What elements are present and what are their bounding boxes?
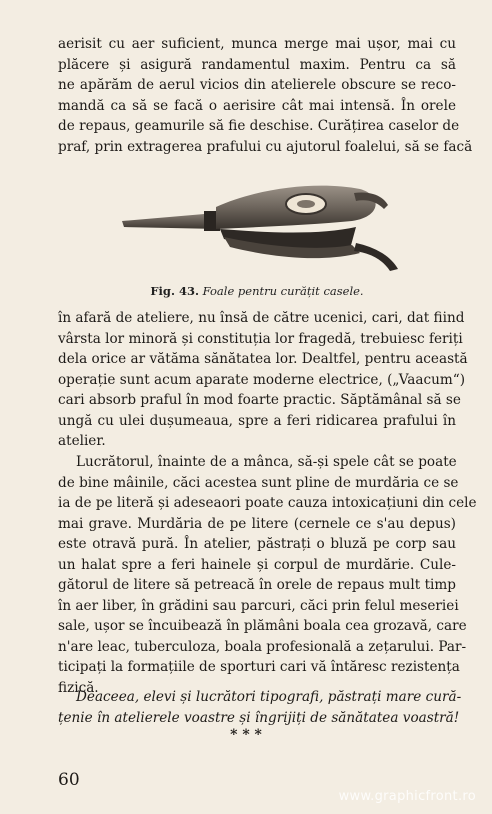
text-line: mandă ca să se facă o aerisire cât mai intensă. În orele	[58, 97, 456, 114]
text-line: de repaus, geamurile să fie deschise. Curățirea caselor de	[58, 118, 460, 134]
text-line: un halat spre a feri hainele și corpul de murdărie. Cule-	[58, 556, 456, 573]
text-line: ticipați la formațiile de sporturi cari vă întăresc rezistența	[58, 659, 460, 675]
text-line: praf, prin extragerea prafului cu ajutorul foalelui, să se facă	[58, 138, 473, 155]
text-line: în aer liber, în grădini sau parcuri, căci prin felul meseriei	[58, 597, 459, 614]
text-line: fizică.	[58, 679, 99, 696]
text-line: cari absorb praful în mod foarte practic. Săptămânal să se	[58, 392, 461, 408]
text-line: vârsta lor minoră și constituția lor fragedă, trebuiesc feriți	[58, 330, 463, 347]
text-line: n'are leac, tuberculoza, boala profesională a zețarului. Par-	[58, 638, 467, 655]
text-line: Deaceea, elevi și lucrători tipografi, păstrați mare cură-	[76, 689, 462, 705]
bellows-icon	[120, 177, 402, 273]
text-line: plăcere și asigură randamentul maxim. Pentru ca să	[58, 56, 456, 73]
paragraph-dust	[58, 308, 468, 452]
figure-number: Fig. 43.	[150, 284, 199, 298]
text-line: ia de pe literă și adeseaori poate cauza intoxicațiuni din cele	[58, 495, 477, 511]
text-line: gătorul de litere să petreacă în orele de repaus mult timp	[58, 577, 456, 593]
page-number: 60	[58, 770, 80, 790]
bellows-illustration	[120, 177, 402, 273]
text-line: este otravă pură. În atelier, păstrați o bluză pe corp sau	[58, 536, 456, 552]
asterism-divider: * * *	[230, 727, 262, 743]
text-line: ne apărăm de aerul vicios din atelierele obscure se reco-	[58, 77, 456, 93]
figure-caption-text: Foale pentru curățit casele.	[202, 284, 364, 298]
text-line: atelier.	[58, 433, 106, 449]
text-line: de bine mâinile, căci acestea sunt pline de murdăria ce se	[58, 474, 459, 491]
text-line: mai grave. Murdăria de pe litere (cernele ce s'au depus)	[58, 515, 456, 532]
text-line: ungă cu ulei dușumeaua, spre a feri ridicarea prafului în	[58, 412, 456, 429]
paragraph-conclusion	[58, 687, 462, 728]
figure-caption	[58, 284, 456, 298]
text-line: operație sunt acum aparate moderne electrice, („Vaacum“)	[58, 371, 465, 388]
text-line: în afară de ateliere, nu însă de către ucenici, cari, dat fiind	[58, 310, 465, 326]
text-line: sale, ușor se încuibează în plămâni boala cea grozavă, care	[58, 618, 467, 634]
text-line: Lucrătorul, înainte de a mânca, să-și spele cât se poate	[76, 454, 457, 470]
text-line: țenie în atelierele voastre și îngrijiți de sănătatea voastră!	[58, 709, 460, 726]
text-line: aerisit cu aer suficient, munca merge mai ușor, mai cu	[58, 36, 456, 52]
watermark: www.graphicfront.ro	[338, 789, 476, 804]
paragraph-worker-hygiene	[58, 452, 477, 698]
paragraph-ventilation	[58, 34, 473, 157]
text-line: dela orice ar vătăma sănătatea lor. Dealtfel, pentru această	[58, 351, 468, 367]
